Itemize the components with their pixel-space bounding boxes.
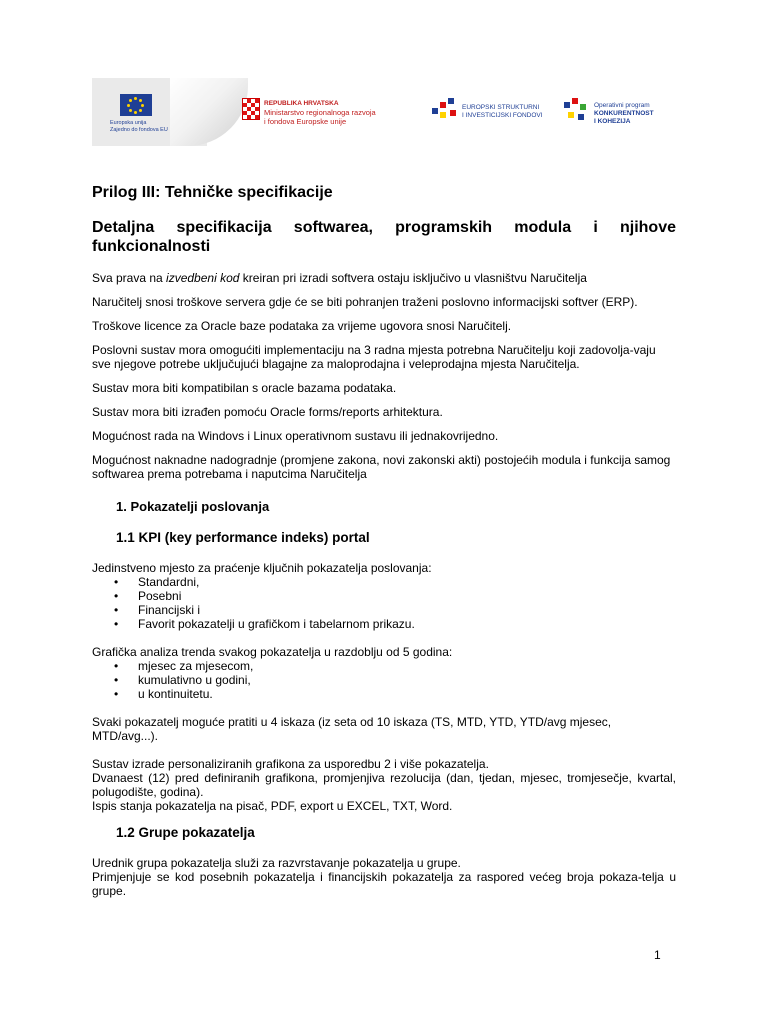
paragraph: Mogućnost rada na Windovs i Linux operativnom sustavu ili jednakovrijedno. (92, 429, 499, 443)
list-item: • Posebni (114, 589, 676, 603)
op-square-icon (578, 114, 584, 120)
paragraph: Svaki pokazatelj moguće pratiti u 4 iskaza (iz seta od 10 iskaza (TS, MTD, YTD, YTD/avg mjesec, MTD/avg...). (92, 715, 612, 743)
esf-square-icon (440, 112, 446, 118)
document-body (92, 184, 676, 898)
esf-square-icon (432, 108, 438, 114)
list-item: • Favorit pokazatelji u grafičkom i tabelarnom prikazu. (114, 617, 676, 631)
paragraph: Sva prava na izvedbeni kod kreiran pri izradi softvera ostaju isključivo u vlasništvu Naručitelja (92, 271, 587, 285)
paragraph: Sustav mora biti kompatibilan s oracle bazama podataka. (92, 381, 397, 395)
esf-square-icon (448, 98, 454, 104)
paragraph: Troškove licence za Oracle baze podataka za vrijeme ugovora snosi Naručitelj. (92, 319, 512, 333)
paragraph: Dvanaest (12) pred definiranih grafikona, promjenjiva rezolucija (dan, tjedan, mjesec, tromjesečje, kvartal, polugodište, godina). (92, 771, 676, 799)
paragraph: Ispis stanja pokazatelja na pisač, PDF, export u EXCEL, TXT, Word. (92, 799, 453, 813)
op-square-icon (564, 102, 570, 108)
list-item: • Financijski i (114, 603, 676, 617)
paragraph: Mogućnost naknadne nadogradnje (promjene zakona, novi zakonski akti) postojećih modula i funkcija samog softwarea prema potrebama i naputcima Naručitelja (92, 453, 671, 481)
trend-list (92, 659, 676, 701)
paragraph: Sustav izrade personaliziranih grafikona za usporedbu 2 i više pokazatelja. (92, 757, 489, 771)
subsection-heading: 1.1 KPI (key performance indeks) portal (116, 530, 370, 545)
esf-square-icon (440, 102, 446, 108)
paragraph: Grafička analiza trenda svakog pokazatelja u razdoblju od 5 godina: (92, 645, 453, 659)
list-item: • mjesec za mjesecom, (114, 659, 676, 673)
esf-square-icon (450, 110, 456, 116)
page-title: Prilog III: Tehničke specifikacije (92, 184, 333, 201)
kpi-type-list (92, 575, 676, 631)
paragraph: Jedinstveno mjesto za praćenje ključnih pokazatelja poslovanja: (92, 561, 432, 575)
subsection-heading: 1.2 Grupe pokazatelja (116, 825, 255, 840)
op-square-icon (568, 112, 574, 118)
header-logos: Europska unija Zajedno do fondova EU REPUBLIKA HRVATSKA Ministarstvo regionalnoga razvoja i fondova Europske unije EUROPSKI STRUKTURNI I INVESTICIJSKI FONDOVI Operativni program KONKURENTNOST I KOHEZIJA (92, 78, 692, 148)
eu-caption: Europska unija Zajedno do fondova EU (110, 120, 168, 133)
page-number: 1 (654, 948, 661, 962)
paragraph: Naručitelj snosi troškove servera gdje će se biti pohranjen traženi poslovno informacijski softver (ERP). (92, 295, 638, 309)
document-subtitle: Detaljna specifikacija softwarea, programskih modula i njihove funkcionalnosti (92, 219, 676, 255)
section-heading: 1. Pokazatelji poslovanja (116, 499, 270, 514)
paragraph: Sustav mora biti izrađen pomoću Oracle forms/reports arhitektura. (92, 405, 443, 419)
page-curl-decoration (170, 78, 248, 146)
paragraph: Poslovni sustav mora omogućiti implementaciju na 3 radna mjesta potrebna Naručitelju koji zadovolja-vaju sve njegove potrebe uključujući blagajne za maloprodajna i veleprodajna mjesta Naručitelja. (92, 343, 656, 371)
op-square-icon (580, 104, 586, 110)
croatian-coat-of-arms-icon (242, 98, 260, 120)
eu-flag-icon (120, 94, 152, 116)
op-square-icon (572, 98, 578, 104)
list-item: • kumulativno u godini, (114, 673, 676, 687)
paragraph: Primjenjuje se kod posebnih pokazatelja i financijskih pokazatelja za raspored većeg broja pokaza-telja u grupe. (92, 870, 676, 898)
list-item: • Standardni, (114, 575, 676, 589)
list-item: • u kontinuitetu. (114, 687, 676, 701)
paragraph: Urednik grupa pokazatelja služi za razvrstavanje pokazatelja u grupe. (92, 856, 461, 870)
